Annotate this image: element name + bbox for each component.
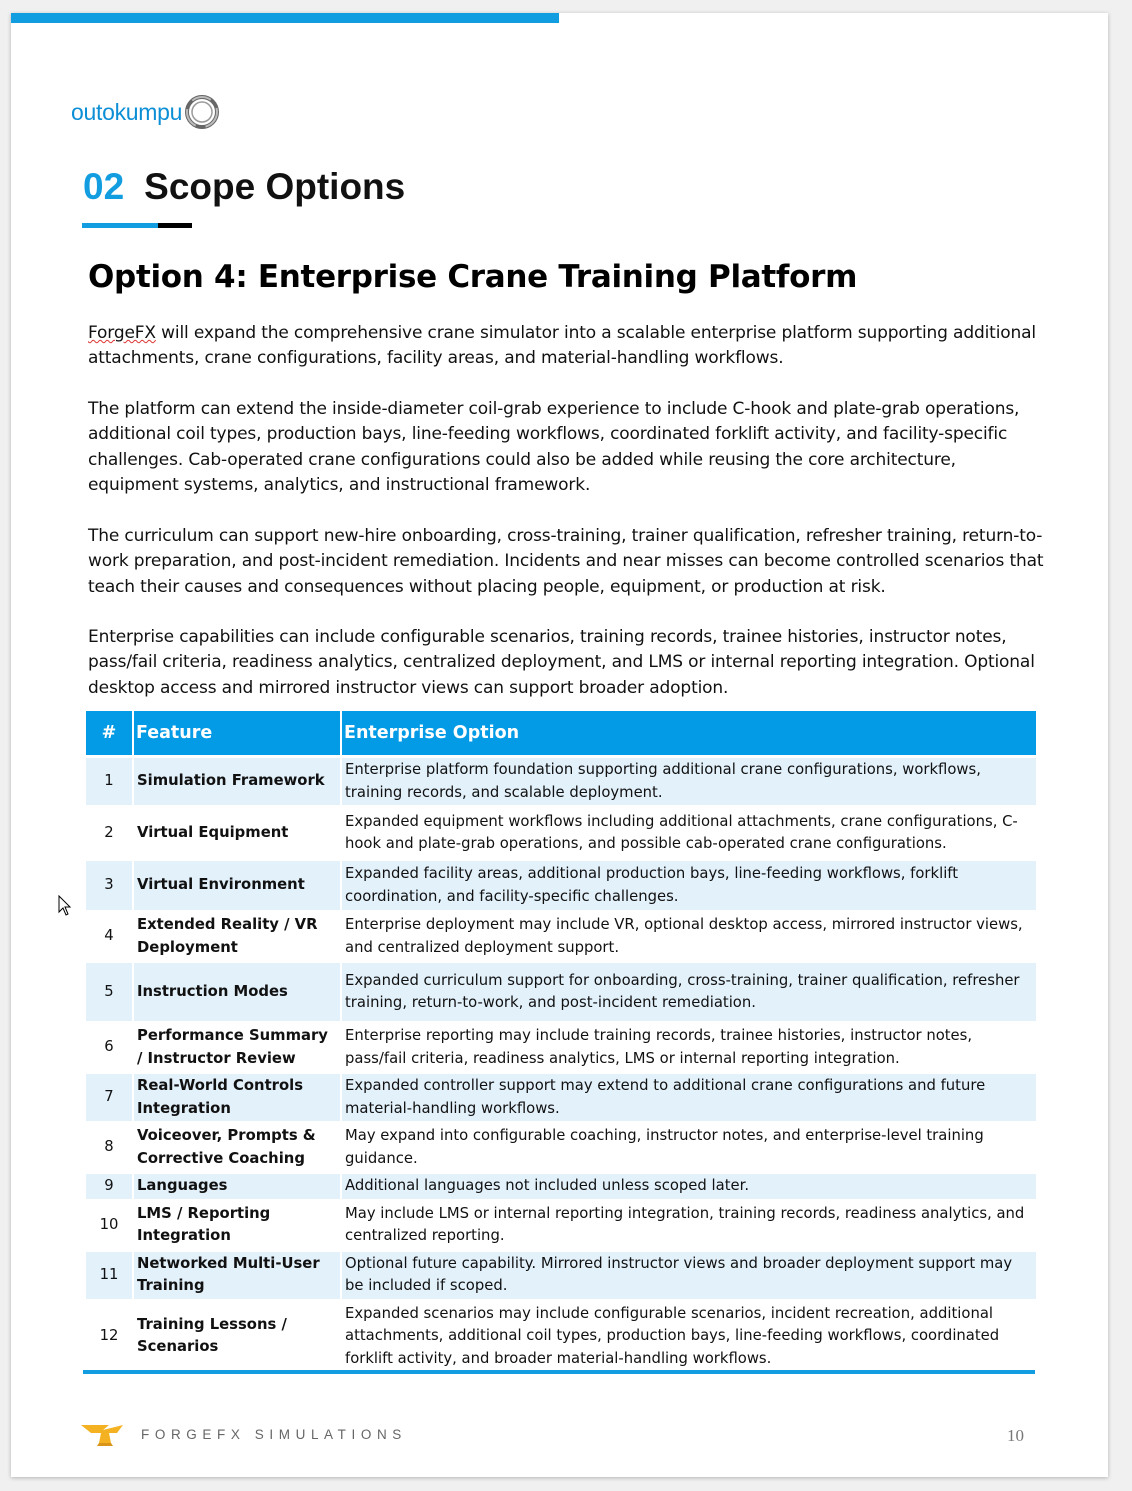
misspelled-word: ForgeFX bbox=[88, 323, 156, 343]
column-header-number: # bbox=[86, 711, 134, 755]
row-option: May expand into configurable coaching, instructor notes, and enterprise-level training guidance. bbox=[342, 1121, 1036, 1171]
heading-underline-blue bbox=[82, 223, 158, 228]
table-row bbox=[86, 858, 1036, 910]
table-row bbox=[86, 1121, 1036, 1171]
table-row bbox=[86, 755, 1036, 805]
row-feature: Virtual Environment bbox=[134, 858, 342, 910]
table-row bbox=[86, 910, 1036, 960]
row-number: 4 bbox=[86, 910, 134, 960]
column-header-feature: Feature bbox=[134, 711, 342, 755]
row-number: 10 bbox=[86, 1199, 134, 1249]
table-row bbox=[86, 1071, 1036, 1121]
table-row bbox=[86, 1249, 1036, 1299]
row-number: 12 bbox=[86, 1299, 134, 1372]
table-row bbox=[86, 960, 1036, 1021]
row-option: Expanded equipment workflows including additional attachments, crane configurations, C-hook and plate-grab operations, and possible cab-operated crane configurations. bbox=[342, 805, 1036, 858]
row-number: 8 bbox=[86, 1121, 134, 1171]
row-option: May include LMS or internal reporting integration, training records, readiness analytics, and centralized reporting. bbox=[342, 1199, 1036, 1249]
heading-underline-black bbox=[158, 223, 192, 228]
section-heading bbox=[83, 166, 405, 208]
table-row bbox=[86, 1299, 1036, 1372]
footer-brand-text: FORGEFX SIMULATIONS bbox=[141, 1426, 407, 1442]
row-number: 5 bbox=[86, 960, 134, 1021]
row-option: Optional future capability. Mirrored instructor views and broader deployment support may be included if scoped. bbox=[342, 1249, 1036, 1299]
feature-table bbox=[86, 711, 1036, 1371]
section-number: 02 bbox=[83, 166, 125, 207]
paragraph-1-text: will expand the comprehensive crane simulator into a scalable enterprise platform supporting additional attachments, crane configurations, facility areas, and material-handling workflows. bbox=[88, 323, 1036, 369]
row-feature: Voiceover, Prompts & Corrective Coaching bbox=[134, 1121, 342, 1171]
paragraph-2: The platform can extend the inside-diameter coil-grab experience to include C-hook and plate-grab operations, additional coil types, production bays, line-feeding workflows, coordinated forklift activity, and facility-specific challenges. Cab-operated crane configurations could also be added while reusing the core architecture, equipment systems, analytics, and instructional framework. bbox=[88, 399, 1020, 495]
mouse-cursor-icon bbox=[58, 895, 72, 917]
row-option: Enterprise deployment may include VR, optional desktop access, mirrored instructor views, and centralized deployment support. bbox=[342, 910, 1036, 960]
row-feature: Languages bbox=[134, 1171, 342, 1199]
outokumpu-logo bbox=[71, 93, 221, 131]
row-option: Expanded curriculum support for onboarding, cross-training, trainer qualification, refresher training, return-to-work, and post-incident remediation. bbox=[342, 960, 1036, 1021]
row-option: Expanded controller support may extend to additional crane configurations and future material-handling workflows. bbox=[342, 1071, 1036, 1121]
row-option: Expanded scenarios may include configurable scenarios, incident recreation, additional attachments, additional coil types, production bays, line-feeding workflows, coordinated forklift activity, and broader material-handling workflows. bbox=[342, 1299, 1036, 1372]
section-title: Scope Options bbox=[144, 166, 406, 207]
ring-logo-icon bbox=[183, 93, 221, 131]
table-row bbox=[86, 1199, 1036, 1249]
table-header-row bbox=[86, 711, 1036, 755]
footer-brand bbox=[79, 1421, 407, 1447]
paragraph-1 bbox=[88, 321, 1048, 372]
row-feature: Networked Multi-User Training bbox=[134, 1249, 342, 1299]
row-number: 1 bbox=[86, 755, 134, 805]
row-feature: Simulation Framework bbox=[134, 755, 342, 805]
row-feature: Instruction Modes bbox=[134, 960, 342, 1021]
table-row bbox=[86, 805, 1036, 858]
page-number: 10 bbox=[1007, 1426, 1024, 1445]
row-feature: Extended Reality / VR Deployment bbox=[134, 910, 342, 960]
logo-text: outokumpu bbox=[71, 98, 183, 125]
top-accent-bar bbox=[11, 13, 559, 23]
row-option: Enterprise reporting may include training records, trainee histories, instructor notes, pass/fail criteria, readiness analytics, LMS or internal reporting integration. bbox=[342, 1021, 1036, 1071]
paragraph-3: The curriculum can support new-hire onboarding, cross-training, trainer qualification, refresher training, return-to-work preparation, and post-incident remediation. Incidents and near misses can become controlled scenarios that teach their causes and consequences without placing people, equipment, or production at risk. bbox=[88, 526, 1044, 597]
row-number: 7 bbox=[86, 1071, 134, 1121]
row-number: 11 bbox=[86, 1249, 134, 1299]
row-number: 6 bbox=[86, 1021, 134, 1071]
row-option: Additional languages not included unless scoped later. bbox=[342, 1171, 1036, 1199]
row-number: 2 bbox=[86, 805, 134, 858]
row-option: Expanded facility areas, additional production bays, line-feeding workflows, forklift coordination, and facility-specific challenges. bbox=[342, 858, 1036, 910]
paragraph-4: Enterprise capabilities can include configurable scenarios, training records, trainee histories, instructor notes, pass/fail criteria, readiness analytics, centralized deployment, and LMS or internal reporting integration. Optional desktop access and mirrored instructor views can support broader adoption. bbox=[88, 627, 1035, 698]
row-feature: Training Lessons / Scenarios bbox=[134, 1299, 342, 1372]
option-title: Option 4: Enterprise Crane Training Platform bbox=[88, 259, 858, 295]
row-feature: LMS / Reporting Integration bbox=[134, 1199, 342, 1249]
table-row bbox=[86, 1021, 1036, 1071]
row-feature: Performance Summary / Instructor Review bbox=[134, 1021, 342, 1071]
row-feature: Real-World Controls Integration bbox=[134, 1071, 342, 1121]
table-bottom-rule bbox=[83, 1370, 1035, 1374]
row-feature: Virtual Equipment bbox=[134, 805, 342, 858]
table-row bbox=[86, 1171, 1036, 1199]
row-number: 9 bbox=[86, 1171, 134, 1199]
document-page bbox=[11, 13, 1108, 1477]
row-number: 3 bbox=[86, 858, 134, 910]
forgefx-anvil-icon bbox=[79, 1421, 127, 1447]
column-header-enterprise-option: Enterprise Option bbox=[342, 711, 1036, 755]
row-option: Enterprise platform foundation supporting additional crane configurations, workflows, training records, and scalable deployment. bbox=[342, 755, 1036, 805]
